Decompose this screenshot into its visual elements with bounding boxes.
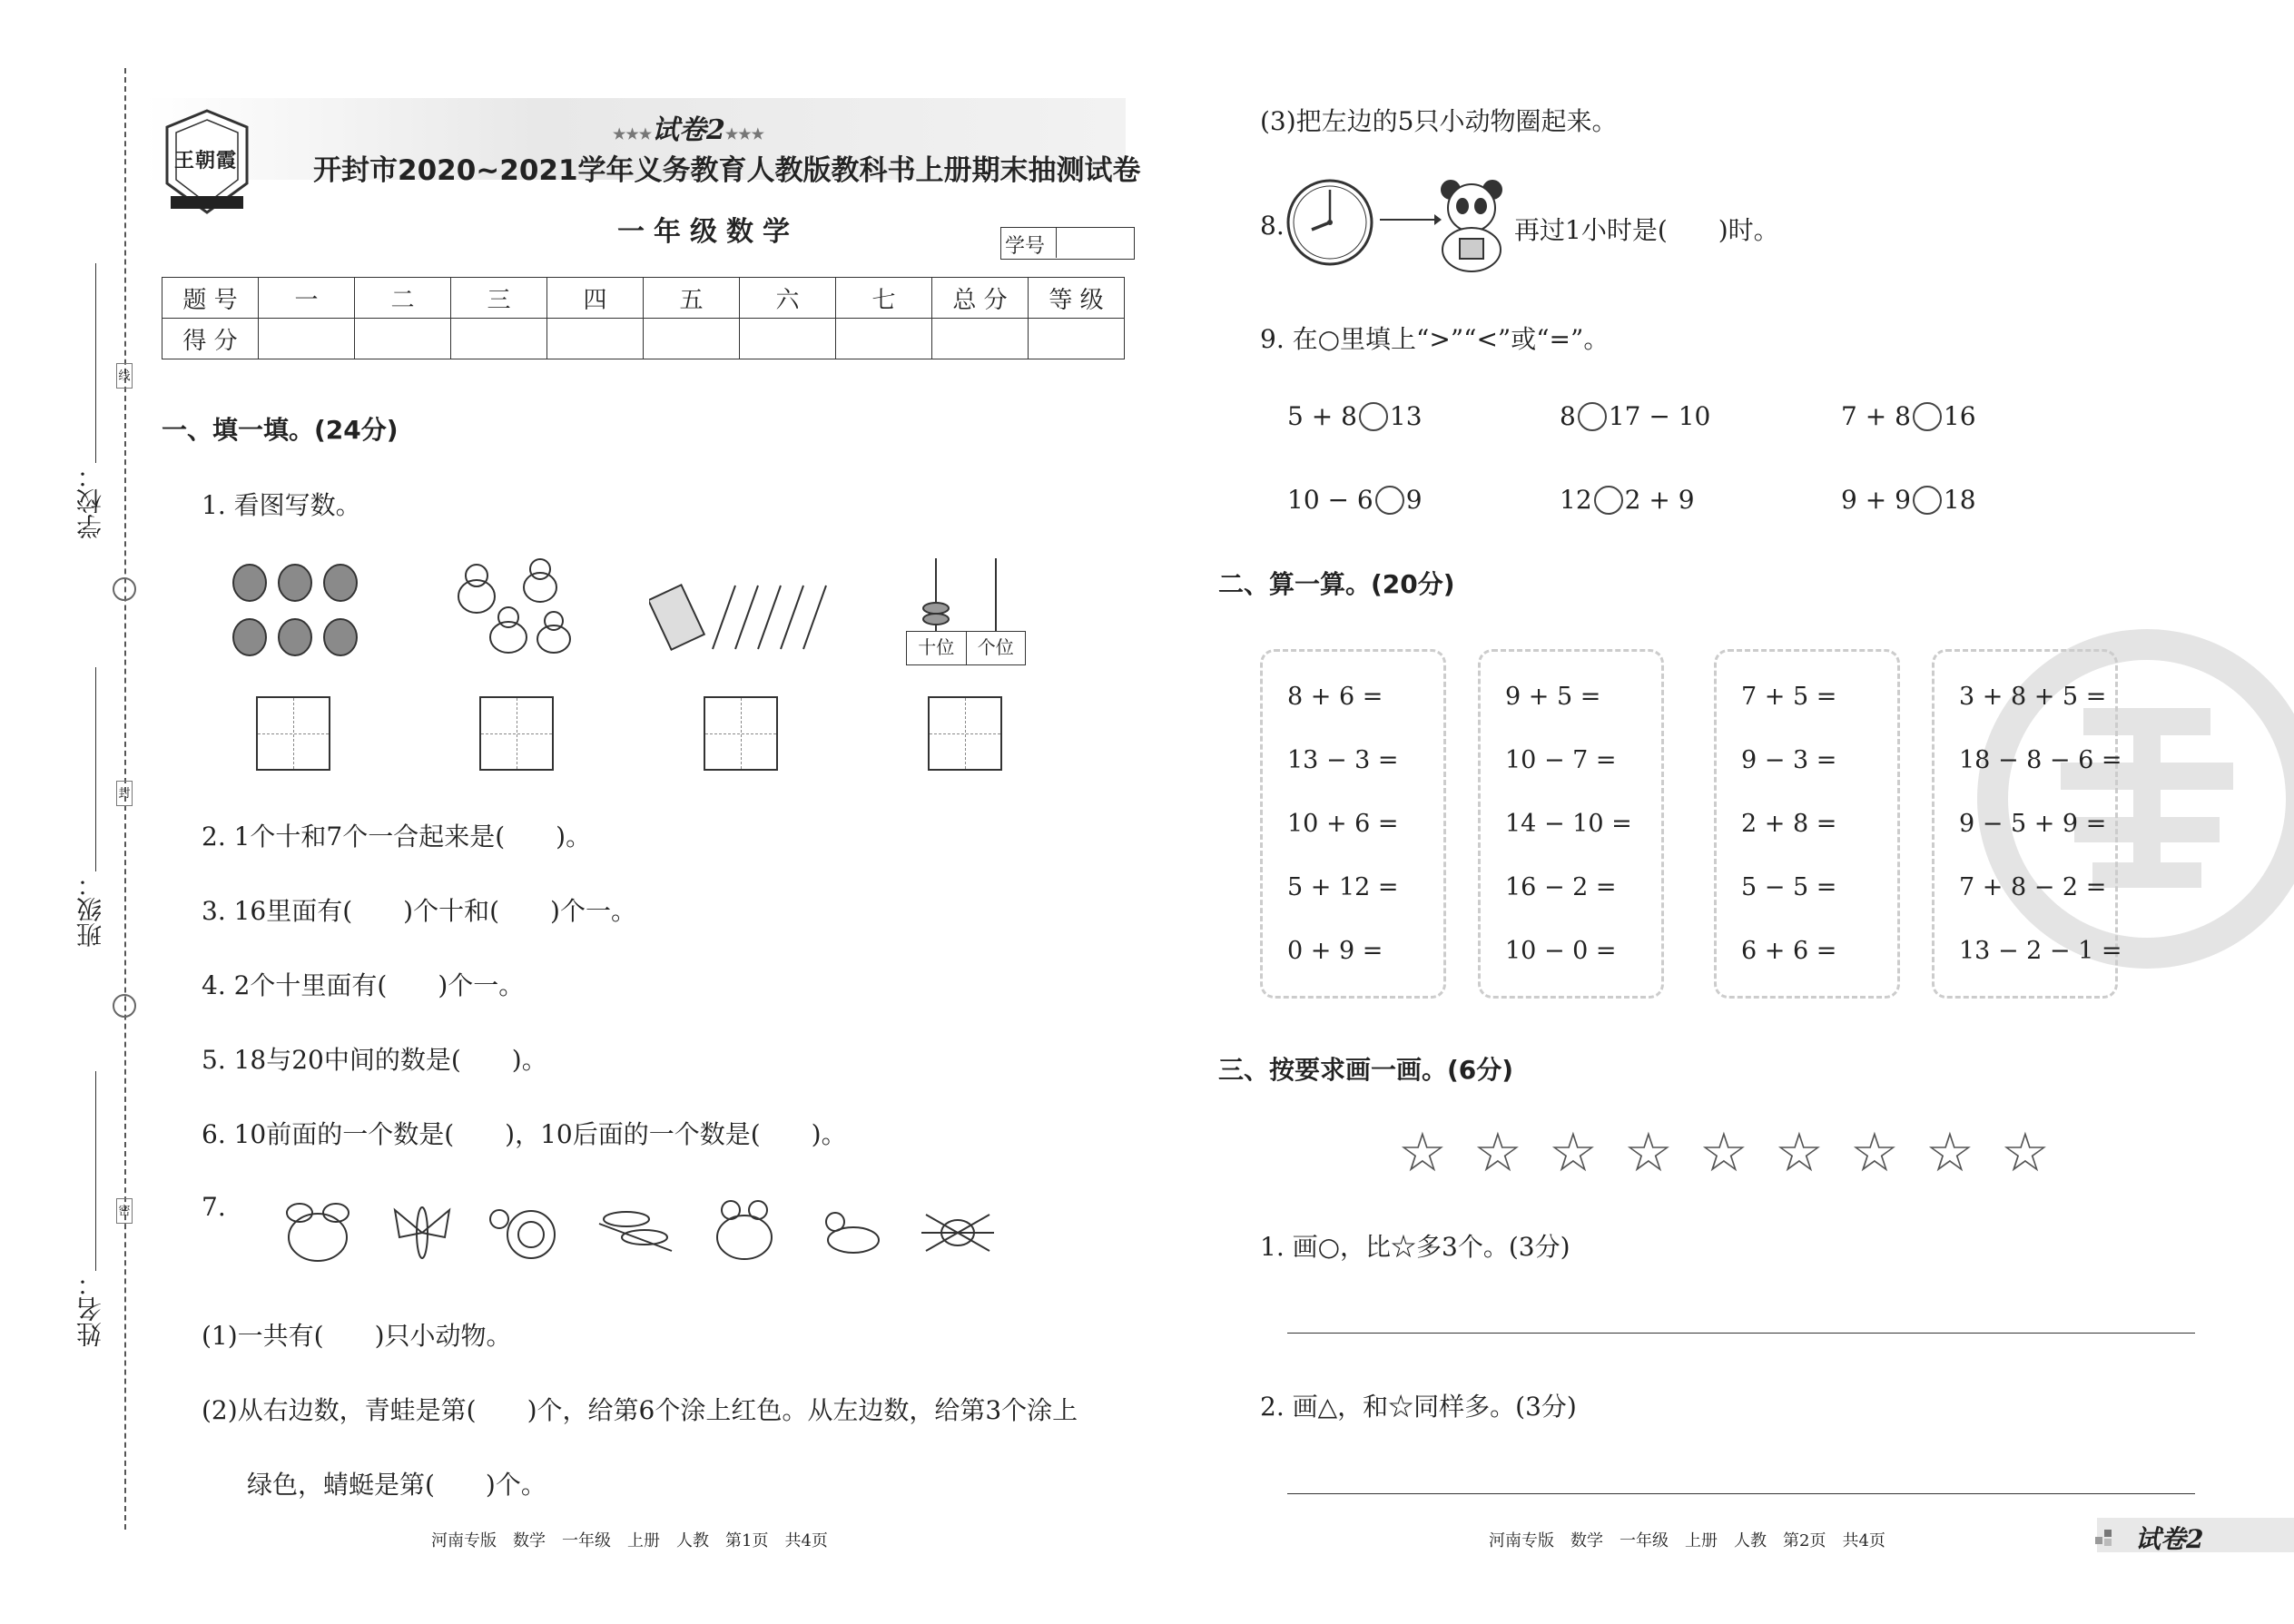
paper-label <box>613 107 764 147</box>
calc-item: 16 − 2 = <box>1505 873 1617 901</box>
q7-2-text-line2: 绿色，蜻蜓是第( )个。 <box>247 1470 546 1500</box>
compare-right: 2 + 9 <box>1624 485 1695 515</box>
q2-text: 2. 1个十和7个一合起来是( )。 <box>202 822 592 851</box>
exam-title: 开封市2020~2021学年义务教育人教版教科书上册期末抽测试卷 <box>313 154 1141 187</box>
footer-tag: 试卷2 <box>2135 1524 2204 1554</box>
compare-circle[interactable] <box>1913 402 1942 431</box>
calc-item: 18 − 8 − 6 = <box>1959 746 2122 774</box>
compare-item <box>1560 401 1710 431</box>
star-icon: ☆ <box>1398 1121 1447 1185</box>
compare-circle[interactable] <box>1359 402 1388 431</box>
score-cell[interactable] <box>836 319 932 359</box>
panda-picture <box>1436 177 1507 272</box>
school-input-line[interactable] <box>95 263 96 463</box>
footer-left: 河南专版 数学 一年级 上册 人教 第1页 共4页 <box>431 1531 828 1550</box>
star-icon: ☆ <box>1775 1121 1824 1185</box>
student-no-box <box>1000 227 1135 260</box>
name-input-line[interactable] <box>95 1071 96 1271</box>
school-label: 学校： <box>75 463 105 539</box>
calc-item: 9 − 3 = <box>1741 746 1837 774</box>
star-icon: ☆ <box>1699 1121 1748 1185</box>
footer-squares-icon <box>2095 1528 2117 1546</box>
q4-text: 4. 2个十里面有( )个一。 <box>202 970 525 1000</box>
calc-item: 5 − 5 = <box>1741 873 1837 901</box>
section2-title: 二、算一算。(20分) <box>1218 569 1455 599</box>
calc-item: 8 + 6 = <box>1287 683 1383 711</box>
arrow-right-icon <box>1380 211 1442 229</box>
s3-q2-answer-line[interactable] <box>1287 1493 2195 1494</box>
calc-item: 14 − 10 = <box>1505 810 1632 838</box>
stars-right-icon: ★★★ <box>724 125 764 143</box>
calc-item: 7 + 8 − 2 = <box>1959 873 2107 901</box>
compare-left: 9 + 9 <box>1841 485 1911 515</box>
score-header-cell: 五 <box>644 278 740 319</box>
score-cell[interactable] <box>259 319 355 359</box>
compare-circle[interactable] <box>1594 486 1623 515</box>
score-row <box>162 319 1125 359</box>
section1-title: 一、填一填。(24分) <box>162 415 399 445</box>
compare-left: 12 <box>1560 485 1592 515</box>
compare-right: 17 − 10 <box>1608 401 1711 431</box>
star-icon: ☆ <box>1624 1121 1673 1185</box>
score-header-cell: 四 <box>547 278 644 319</box>
name-label: 姓名： <box>75 1271 105 1347</box>
compare-right: 16 <box>1943 401 1976 431</box>
q7-3-text: (3)把左边的5只小动物圈起来。 <box>1260 106 1618 136</box>
compare-item <box>1287 485 1423 515</box>
q8-number: 8. <box>1260 211 1285 241</box>
score-header-row <box>162 278 1125 319</box>
score-header-cell: 七 <box>836 278 932 319</box>
star-icon: ☆ <box>1549 1121 1598 1185</box>
compare-circle[interactable] <box>1913 486 1942 515</box>
score-cell[interactable] <box>740 319 836 359</box>
brand-logo <box>162 107 252 216</box>
compare-left: 8 <box>1560 401 1576 431</box>
calc-item: 13 − 3 = <box>1287 746 1399 774</box>
abacus-ones-label: 个位 <box>977 636 1014 658</box>
answer-grid[interactable] <box>479 696 554 771</box>
calc-item: 3 + 8 + 5 = <box>1959 683 2107 711</box>
paper-label-text: 试卷2 <box>652 114 725 146</box>
q1-text: 1. 看图写数。 <box>202 490 361 520</box>
compare-right: 18 <box>1943 485 1976 515</box>
calc-item: 13 − 2 − 1 = <box>1959 937 2122 965</box>
calc-item: 5 + 12 = <box>1287 873 1399 901</box>
score-header-cell: 二 <box>355 278 451 319</box>
class-label: 班级： <box>75 871 105 948</box>
animals-row <box>272 1196 1008 1269</box>
score-header-cell: 总 分 <box>932 278 1029 319</box>
seal-marker: 封 <box>116 781 133 806</box>
compare-left: 10 − 6 <box>1287 485 1373 515</box>
compare-left: 5 + 8 <box>1287 401 1357 431</box>
abacus-tens-label: 十位 <box>907 632 967 664</box>
calc-item: 2 + 8 = <box>1741 810 1837 838</box>
star-icon: ☆ <box>1925 1121 1974 1185</box>
decor-circle-icon <box>113 994 136 1018</box>
score-header-cell: 等 级 <box>1029 278 1125 319</box>
compare-item <box>1841 485 1976 515</box>
q5-text: 5. 18与20中间的数是( )。 <box>202 1045 547 1075</box>
compare-right: 13 <box>1389 401 1423 431</box>
score-cell[interactable] <box>932 319 1029 359</box>
score-cell[interactable] <box>451 319 547 359</box>
calc-item: 9 − 5 + 9 = <box>1959 810 2107 838</box>
line-marker: 线 <box>116 363 133 389</box>
calc-item: 10 − 7 = <box>1505 746 1617 774</box>
abacus-base <box>906 631 1026 665</box>
compare-circle[interactable] <box>1375 486 1404 515</box>
q3-text: 3. 16里面有( )个十和( )个一。 <box>202 896 636 926</box>
score-row-label: 得 分 <box>162 319 259 359</box>
compare-right: 9 <box>1405 485 1423 515</box>
compare-circle[interactable] <box>1578 402 1607 431</box>
q9-title: 9. 在○里填上“>”“<”或“=”。 <box>1260 324 1610 354</box>
score-header-cell: 题 号 <box>162 278 259 319</box>
secret-marker: 密 <box>116 1198 133 1224</box>
student-no-label: 学号 <box>1005 235 1046 258</box>
calc-item: 9 + 5 = <box>1505 683 1601 711</box>
abacus-picture <box>906 558 1026 667</box>
logo-text: 王朝霞 <box>174 149 238 172</box>
score-header-cell: 一 <box>259 278 355 319</box>
answer-grid[interactable] <box>704 696 778 771</box>
subject-title: 一年级数学 <box>617 216 799 248</box>
clock-icon <box>1285 177 1375 268</box>
sticks-picture <box>649 572 831 663</box>
score-table <box>162 277 1125 359</box>
class-input-line[interactable] <box>95 667 96 871</box>
section3-title: 三、按要求画一画。(6分) <box>1218 1055 1514 1085</box>
lanterns-picture <box>227 556 363 664</box>
s3-q1-answer-line[interactable] <box>1287 1333 2195 1334</box>
star-icon: ☆ <box>1850 1121 1899 1185</box>
compare-item <box>1560 485 1695 515</box>
score-header-cell: 六 <box>740 278 836 319</box>
score-cell[interactable] <box>644 319 740 359</box>
answer-grid[interactable] <box>256 696 330 771</box>
stars-row <box>1398 1121 2070 1189</box>
compare-item <box>1287 401 1423 431</box>
star-icon: ☆ <box>2001 1121 2050 1185</box>
calc-item: 6 + 6 = <box>1741 937 1837 965</box>
compare-left: 7 + 8 <box>1841 401 1911 431</box>
calc-item: 0 + 9 = <box>1287 937 1383 965</box>
q6-text: 6. 10前面的一个数是( )，10后面的一个数是( )。 <box>202 1119 847 1149</box>
q7-1-text: (1)一共有( )只小动物。 <box>202 1321 512 1351</box>
s3-q1-text: 1. 画○，比☆多3个。(3分) <box>1260 1232 1570 1262</box>
s3-q2-text: 2. 画△，和☆同样多。(3分) <box>1260 1392 1577 1422</box>
calc-item: 7 + 5 = <box>1741 683 1837 711</box>
stars-left-icon: ★★★ <box>613 125 653 143</box>
calc-item: 10 + 6 = <box>1287 810 1399 838</box>
q7-2-text-line1: (2)从右边数，青蛙是第( )个，给第6个涂上红色。从左边数，给第3个涂上 <box>202 1395 1078 1425</box>
footer-right: 河南专版 数学 一年级 上册 人教 第2页 共4页 <box>1489 1531 1885 1550</box>
q7-number: 7. <box>202 1192 226 1222</box>
calc-item: 10 − 0 = <box>1505 937 1617 965</box>
answer-grid[interactable] <box>928 696 1002 771</box>
score-cell[interactable] <box>355 319 451 359</box>
score-cell[interactable] <box>1029 319 1125 359</box>
star-icon: ☆ <box>1473 1121 1522 1185</box>
score-header-cell: 三 <box>451 278 547 319</box>
student-no-input[interactable] <box>1056 228 1135 258</box>
q8-text: 再过1小时是( )时。 <box>1514 215 1779 245</box>
score-cell[interactable] <box>547 319 644 359</box>
compare-item <box>1841 401 1976 431</box>
decor-circle-icon <box>113 577 136 601</box>
chicks-picture <box>449 556 586 664</box>
